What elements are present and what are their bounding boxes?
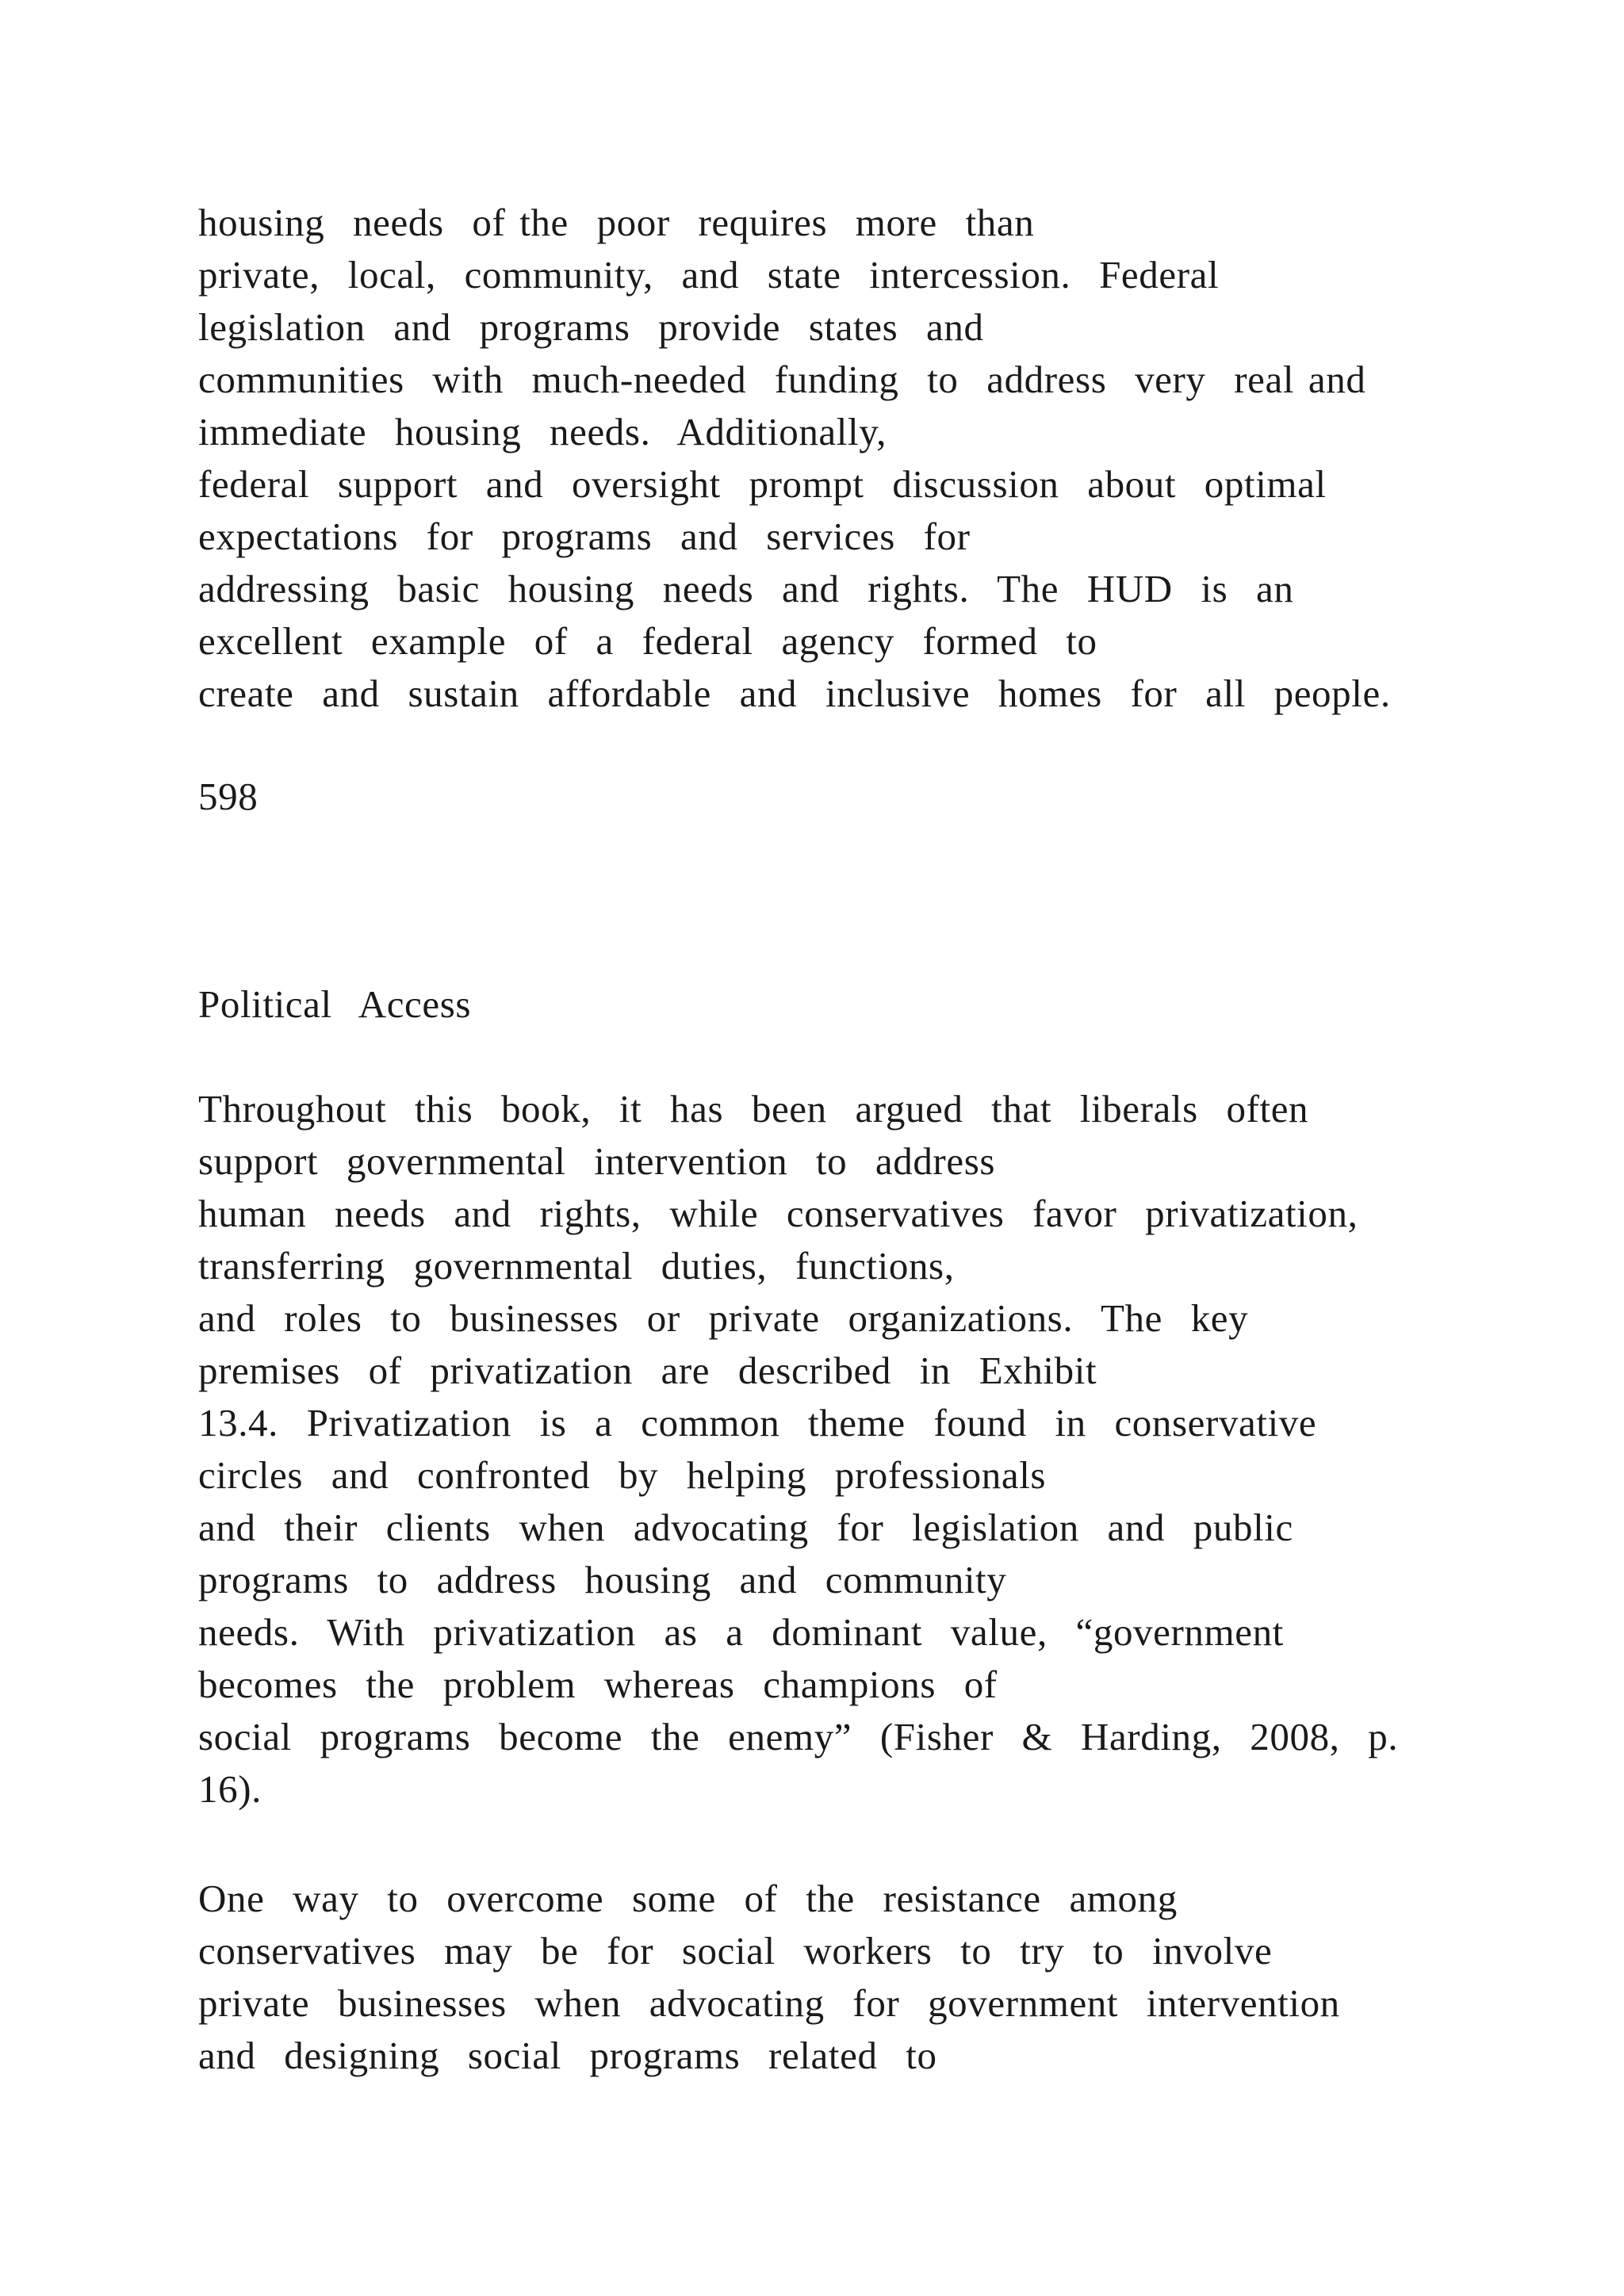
text-line: social programs become the enemy” (Fisher & Harding, 2008, p.	[198, 1715, 1399, 1758]
text-line: communities with much-needed funding to address very real and	[198, 358, 1366, 401]
text-line: conservatives may be for social workers to try to involve	[198, 1929, 1273, 1973]
text-line: premises of privatization are described in Exhibit	[198, 1349, 1097, 1392]
text-line: needs. With privatization as a dominant value, “government	[198, 1610, 1284, 1654]
section-heading-text: Political Access	[198, 982, 472, 1026]
text-line: Throughout this book, it has been argued that liberals often	[198, 1087, 1309, 1131]
paragraph-housing-needs	[198, 197, 1610, 720]
text-line: becomes the problem whereas champions of	[198, 1663, 998, 1706]
text-line: excellent example of a federal agency formed to	[198, 619, 1097, 663]
text-line: transferring governmental duties, functions,	[198, 1244, 955, 1288]
text-line: and designing social programs related to	[198, 2034, 937, 2077]
text-line: private businesses when advocating for government intervention	[198, 1981, 1340, 2025]
text-line: 16).	[198, 1767, 262, 1811]
text-line: One way to overcome some of the resistance among	[198, 1877, 1178, 1920]
text-line: 13.4. Privatization is a common theme found in conservative	[198, 1401, 1317, 1445]
text-line: human needs and rights, while conservatives favor privatization,	[198, 1192, 1358, 1235]
text-line: addressing basic housing needs and rights. The HUD is an	[198, 567, 1294, 610]
text-line: legislation and programs provide states and	[198, 305, 984, 349]
text-line: programs to address housing and community	[198, 1558, 1007, 1601]
text-line: create and sustain affordable and inclusive homes for all people.	[198, 672, 1391, 715]
page-number-text: 598	[198, 775, 259, 818]
text-line: expectations for programs and services for	[198, 515, 971, 558]
section-heading	[198, 978, 1610, 1031]
page-number	[198, 771, 1610, 823]
text-line: and roles to businesses or private organizations. The key	[198, 1296, 1249, 1340]
text-line: and their clients when advocating for legislation and public	[198, 1506, 1293, 1549]
paragraph-overcome-resistance	[198, 1873, 1610, 2082]
paragraph-privatization	[198, 1083, 1610, 1816]
text-line: circles and confronted by helping professionals	[198, 1453, 1047, 1497]
text-line: federal support and oversight prompt discussion about optimal	[198, 462, 1327, 506]
text-line: housing needs of the poor requires more than	[198, 201, 1035, 244]
text-line: immediate housing needs. Additionally,	[198, 410, 887, 453]
text-line: support governmental intervention to address	[198, 1139, 996, 1183]
text-line: private, local, community, and state intercession. Federal	[198, 253, 1220, 297]
